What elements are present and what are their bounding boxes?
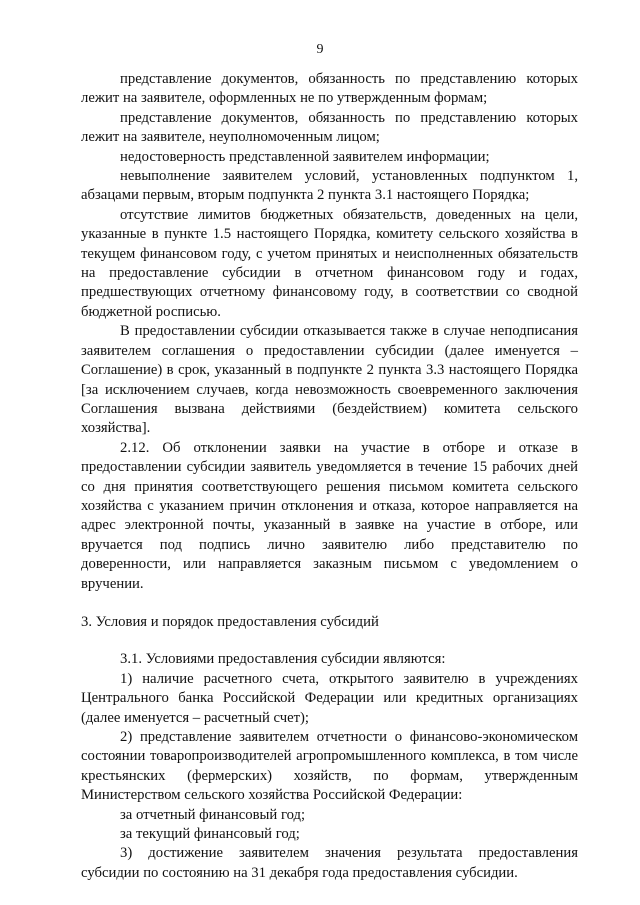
paragraph: представление документов, обязанность по представлению которых лежит на заявителе, неуполномоченным лицом;: [81, 109, 578, 146]
paragraph: 3) достижение заявителем значения результата предоставления субсидии по состоянию на 31 декабря года предоставления субсидии.: [81, 845, 578, 881]
paragraph: за текущий финансовый год;: [120, 826, 300, 843]
paragraph: за отчетный финансовый год;: [120, 806, 306, 823]
paragraph: невыполнение заявителем условий, установленных подпунктом 1, абзацами первым, вторым подпункта 2 пункта 3.1 настоящего Порядка;: [81, 168, 578, 204]
paragraph: отсутствие лимитов бюджетных обязательств, доведенных на цели, указанные в пункте 1.5 настоящего Порядка, комитету сельского хозяйства в текущем финансовом году, с учетом принятых и неисполненных обязательств на предоставление субсидии в отчетном финансовом году и годах, предшествующих отчетному финансовому году, в соответствии со сводной бюджетной росписью.: [81, 206, 578, 320]
section-heading: 3. Условия и порядок предоставления субсидий: [81, 613, 379, 630]
paragraph: недостоверность представленной заявителем информации;: [120, 148, 490, 165]
paragraph: 2) представление заявителем отчетности о финансово-экономическом состоянии товаропроизводителей агропромышленного комплекса, в том числе крестьянских (фермерских) хозяйств, по формам, утвержденным Министерством сельского хозяйства Российской Федерации:: [81, 729, 578, 804]
page-number: 9: [316, 42, 324, 57]
paragraph-3-1: 3.1. Условиями предоставления субсидии являются:: [120, 651, 446, 668]
paragraph-2-12: 2.12. Об отклонении заявки на участие в отборе и отказе в предоставлении субсидии заявитель уведомляется в течение 15 рабочих дней со дня принятия соответствующего решения письмом комитета сельского хозяйства с указанием причин отклонения и отказа, которое направляется на адрес электронной почты, указанный в заявке на участие в отборе, или вручается под подпись лично заявителю либо представителю по доверенности, или направляется заказным письмом с уведомлением о вручении.: [81, 439, 578, 592]
document-body: [81, 70, 578, 883]
paragraph: В предоставлении субсидии отказывается также в случае неподписания заявителем соглашения о предоставлении субсидии (далее именуется – Соглашение) в срок, указанный в подпункте 2 пункта 3.3 настоящего Порядка [за исключением случаев, когда невозможность своевременного заключения Соглашения вызвана действиями (бездействием) комитета сельского хозяйства].: [81, 323, 578, 437]
paragraph: 1) наличие расчетного счета, открытого заявителю в учреждениях Центрального банка Российской Федерации или кредитных организациях (далее именуется – расчетный счет);: [81, 670, 578, 726]
paragraph: представление документов, обязанность по представлению которых лежит на заявителе, оформленных не по утвержденным формам;: [81, 71, 578, 107]
